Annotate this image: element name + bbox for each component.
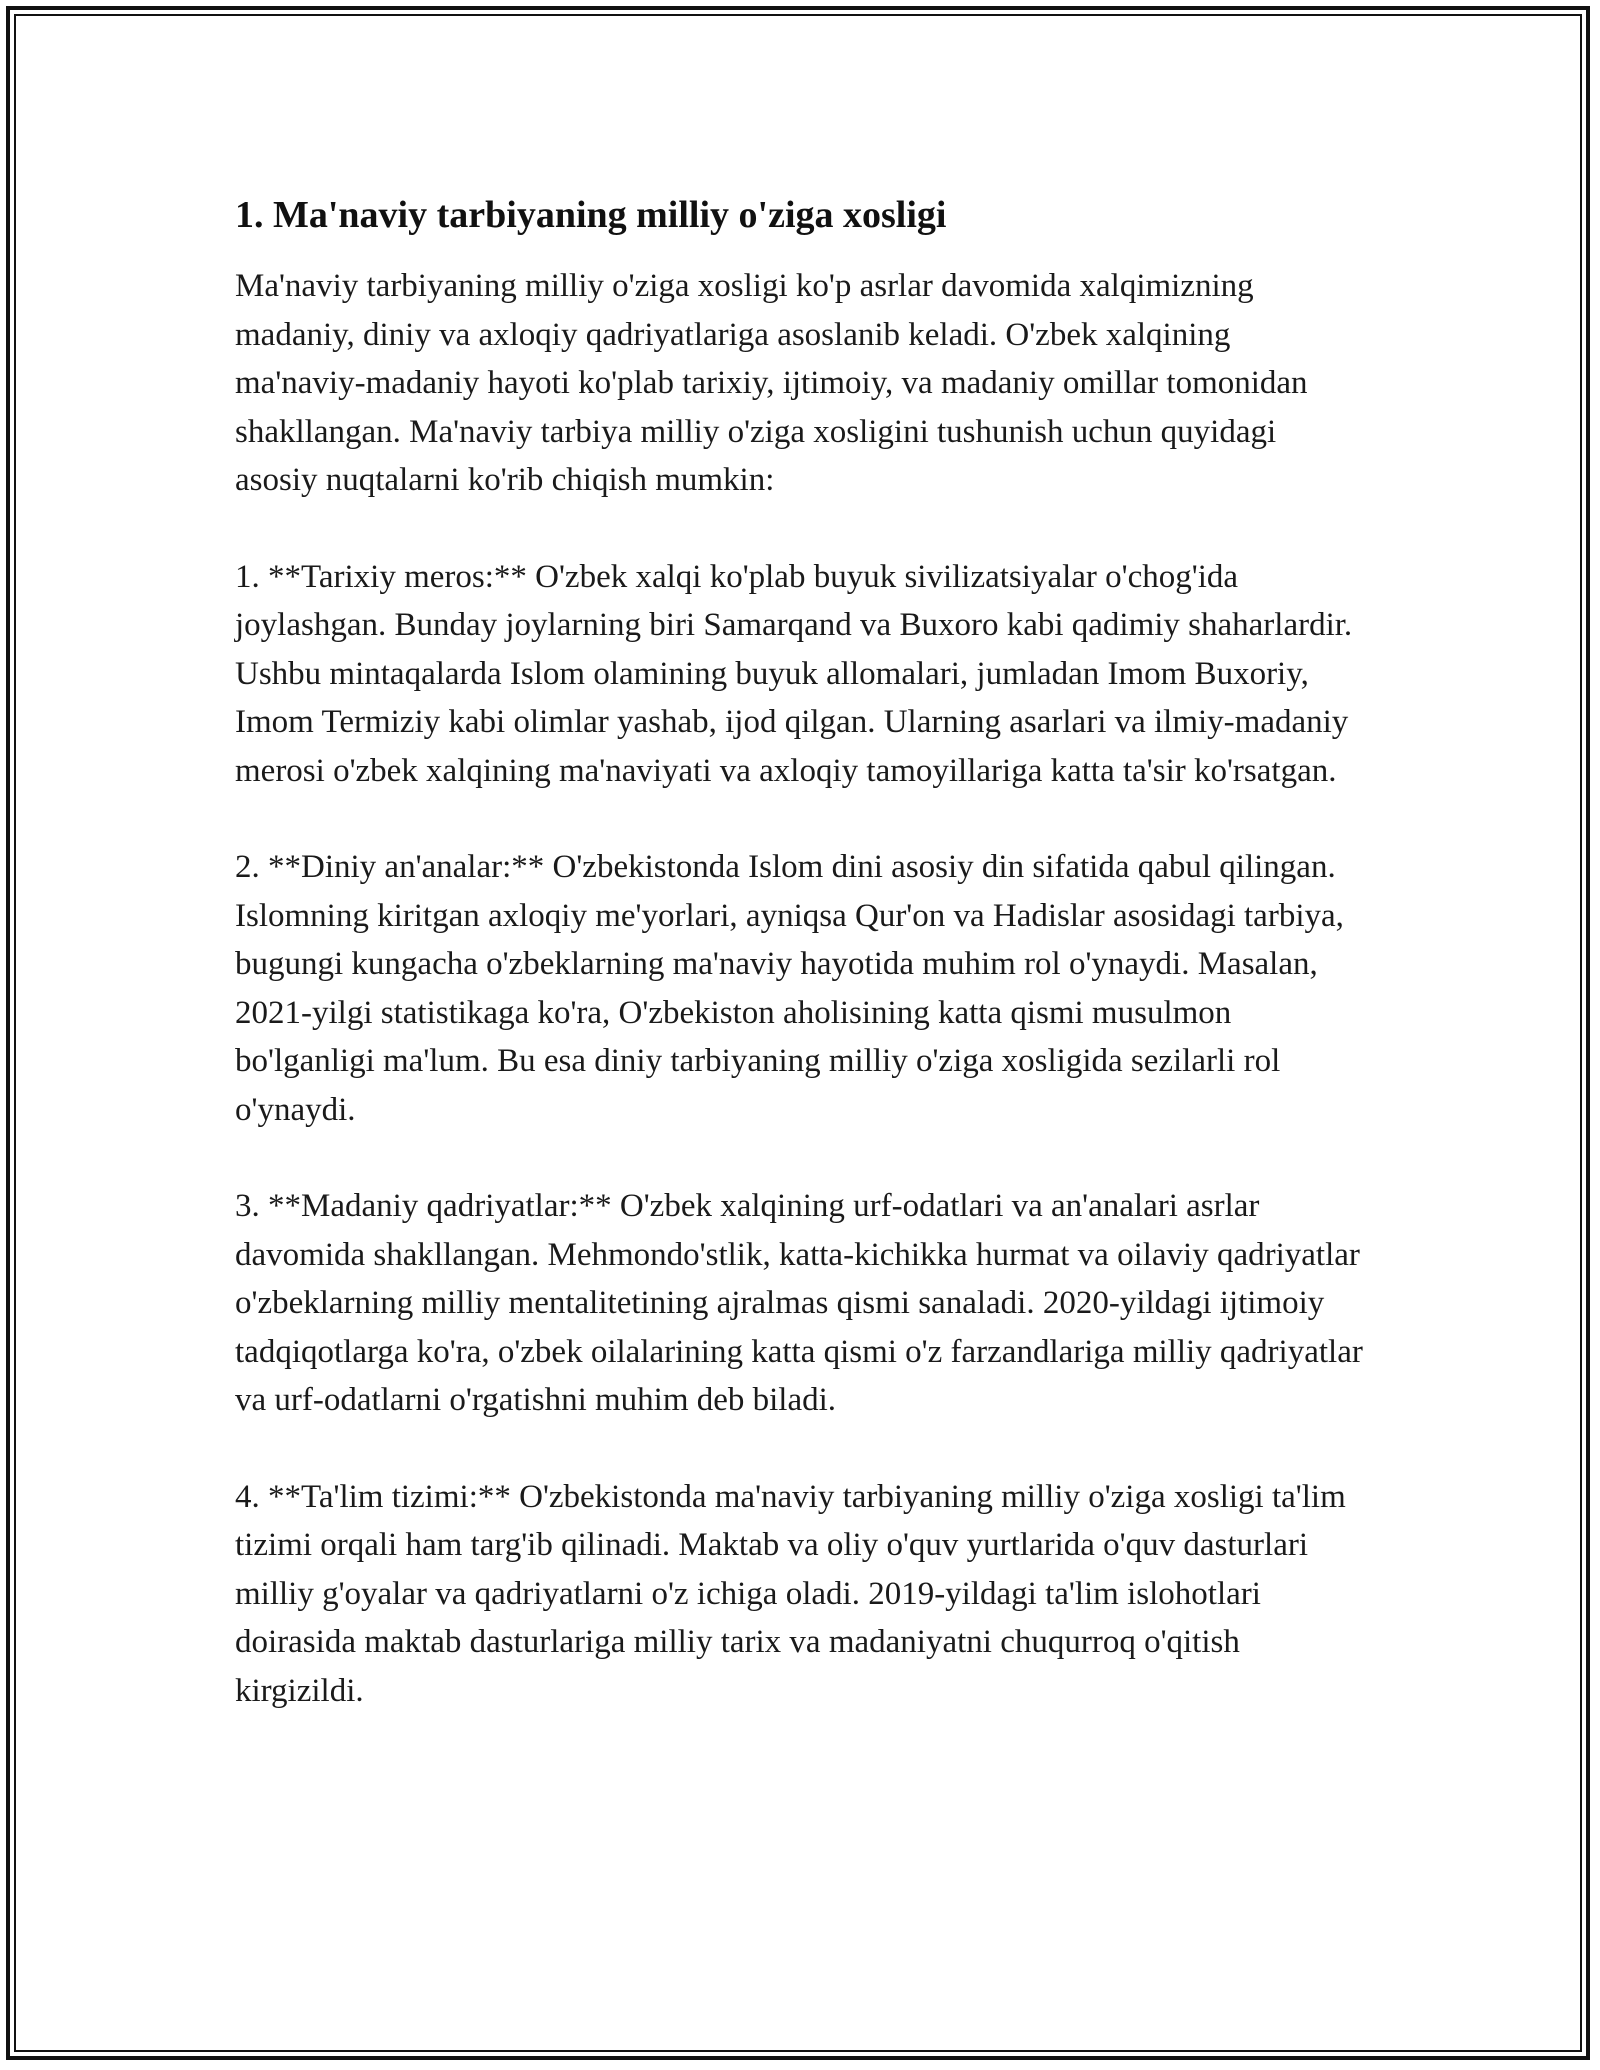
document-body [235, 190, 1365, 1763]
paragraph-cultural-values: 3. **Madaniy qadriyatlar:** O'zbek xalqining urf-odatlari va an'analari asrlar davomida shakllangan. Mehmondo'stlik, katta-kichikka hurmat va oilaviy qadriyatlar o'zbeklarning milliy mentalitetining ajralmas qismi sanaladi. 2020-yildagi ijtimoiy tadqiqotlarga ko'ra, o'zbek oilalarining katta qismi o'z farzandlariga milliy qadriyatlar va urf-odatlarni o'rgatishni muhim deb biladi. [235, 1188, 1363, 1418]
paragraph-education-system: 4. **Ta'lim tizimi:** O'zbekistonda ma'naviy tarbiyaning milliy o'ziga xosligi ta'lim tizimi orqali ham targ'ib qilinadi. Maktab va oliy o'quv yurtlarida o'quv dasturlari milliy g'oyalar va qadriyatlarni o'z ichiga oladi. 2019-yildagi ta'lim islohotlari doirasida maktab dasturlariga milliy tarix va madaniyatni chuqurroq o'qitish kirgizildi. [235, 1478, 1346, 1709]
intro-paragraph: Ma'naviy tarbiyaning milliy o'ziga xosligi ko'p asrlar davomida xalqimizning madaniy, diniy va axloqiy qadriyatlariga asoslanib keladi. O'zbek xalqining ma'naviy-madaniy hayoti ko'plab tarixiy, ijtimoiy, va madaniy omillar tomonidan shakllangan. Ma'naviy tarbiya milliy o'ziga xosligini tushunish uchun quyidagi asosiy nuqtalarni ko'rib chiqish mumkin: [235, 268, 1308, 498]
section-title: 1. Ma'naviy tarbiyaning milliy o'ziga xosligi [235, 194, 947, 236]
paragraph-religious-traditions: 2. **Diniy an'analar:** O'zbekistonda Islom dini asosiy din sifatida qabul qilingan. Islomning kiritgan axloqiy me'yorlari, ayniqsa Qur'on va Hadislar asosidagi tarbiya, bugungi kungacha o'zbeklarning ma'naviy hayotida muhim rol o'ynaydi. Masalan, 2021-yilgi statistikaga ko'ra, O'zbekiston aholisining katta qismi musulmon bo'lganligi ma'lum. Bu esa diniy tarbiyaning milliy o'ziga xosligida sezilarli rol o'ynaydi. [235, 849, 1344, 1128]
paragraph-historical-heritage: 1. **Tarixiy meros:** O'zbek xalqi ko'plab buyuk sivilizatsiyalar o'chog'ida joylashgan. Bunday joylarning biri Samarqand va Buxoro kabi qadimiy shaharlardir. Ushbu mintaqalarda Islom olamining buyuk allomalari, jumladan Imom Buxoriy, Imom Termiziy kabi olimlar yashab, ijod qilgan. Ularning asarlari va ilmiy-madaniy merosi o'zbek xalqining ma'naviyati va axloqiy tamoyillariga katta ta'sir ko'rsatgan. [235, 558, 1353, 789]
